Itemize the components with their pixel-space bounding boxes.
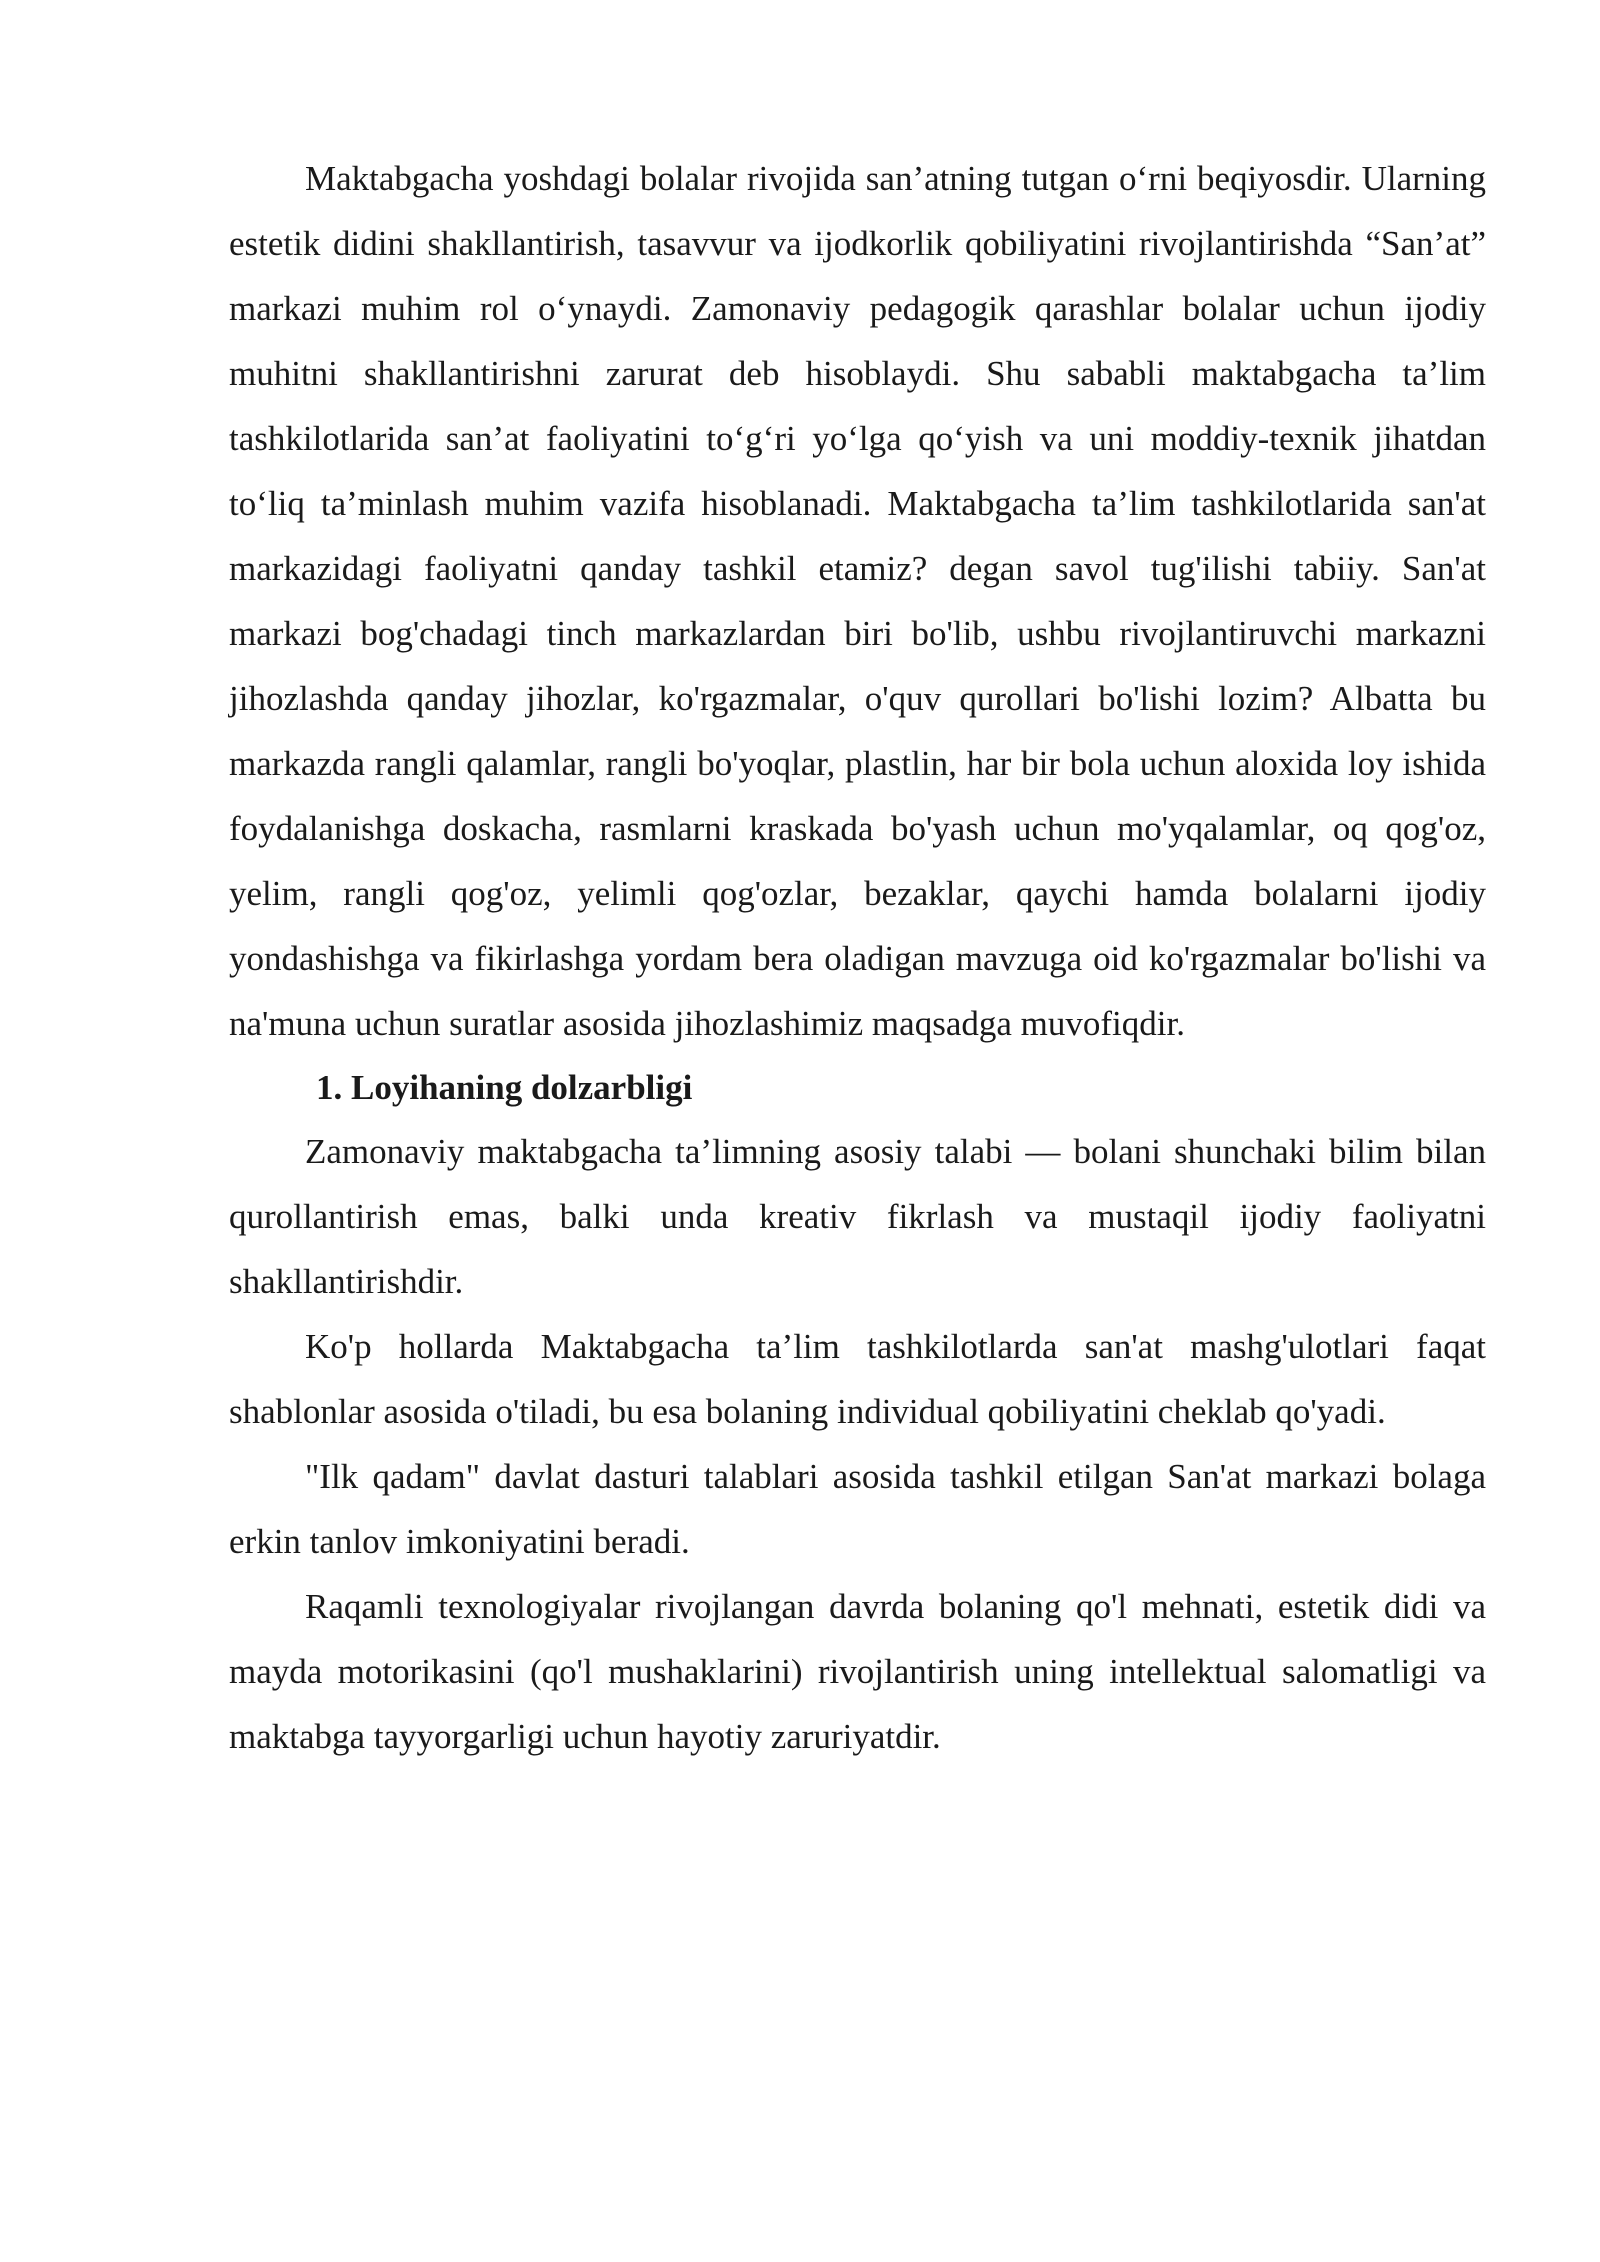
paragraph-relevance-4: Raqamli texnologiyalar rivojlangan davrda bolaning qo'l mehnati, estetik didi va mayda motorikasini (qo'l mushaklarini) rivojlantirish uning intellektual salomatligi va maktabga tayyorgarligi uchun hayotiy zaruriyatdir. — [229, 1587, 1486, 1756]
intro-paragraph: Maktabgacha yoshdagi bolalar rivojida san’atning tutgan o‘rni beqiyosdir. Ularning estetik didini shakllantirish, tasavvur va ijodkorlik qobiliyatini rivojlantirishda “San’at” markazi muhim rol o‘ynaydi. Zamonaviy pedagogik qarashlar bolalar uchun ijodiy muhitni shakllantirishni zarurat deb hisoblaydi. Shu sababli maktabgacha ta’lim tashkilotlarida san’at faoliyatini to‘g‘ri yo‘lga qo‘yish va uni moddiy-texnik jihatdan to‘liq ta’minlash muhim vazifa hisoblanadi. Maktabgacha ta’lim tashkilotlarida san'at markazidagi faoliyatni qanday tashkil etamiz? degan savol tug'ilishi tabiiy. San'at markazi bog'chadagi tinch markazlardan biri bo'lib, ushbu rivojlantiruvchi markazni jihozlashda qanday jihozlar, ko'rgazmalar, o'quv qurollari bo'lishi lozim? Albatta bu markazda rangli qalamlar, rangli bo'yoqlar, plastlin, har bir bola uchun aloxida loy ishida foydalanishga doskacha, rasmlarni kraskada bo'yash uchun mo'yqalamlar, oq qog'oz, yelim, rangli qog'oz, yelimli qog'ozlar, bezaklar, qaychi hamda bolalarni ijodiy yondashishga va fikirlashga yordam bera oladigan mavzuga oid ko'rgazmalar bo'lishi va na'muna uchun suratlar asosida jihozlashimiz maqsadga muvofiqdir. — [229, 159, 1486, 1043]
section-heading: 1. Loyihaning dolzarbligi — [316, 1068, 693, 1107]
document-body — [229, 146, 1486, 1769]
paragraph-relevance-2: Ko'p hollarda Maktabgacha ta’lim tashkilotlarda san'at mashg'ulotlari faqat shablonlar asosida o'tiladi, bu esa bolaning individual qobiliyatini cheklab qo'yadi. — [229, 1327, 1486, 1431]
paragraph-relevance-3: "Ilk qadam" davlat dasturi talablari asosida tashkil etilgan San'at markazi bolaga erkin tanlov imkoniyatini beradi. — [229, 1457, 1486, 1561]
paragraph-relevance-1: Zamonaviy maktabgacha ta’limning asosiy talabi — bolani shunchaki bilim bilan qurollantirish emas, balki unda kreativ fikrlash va mustaqil ijodiy faoliyatni shakllantirishdir. — [229, 1132, 1486, 1301]
